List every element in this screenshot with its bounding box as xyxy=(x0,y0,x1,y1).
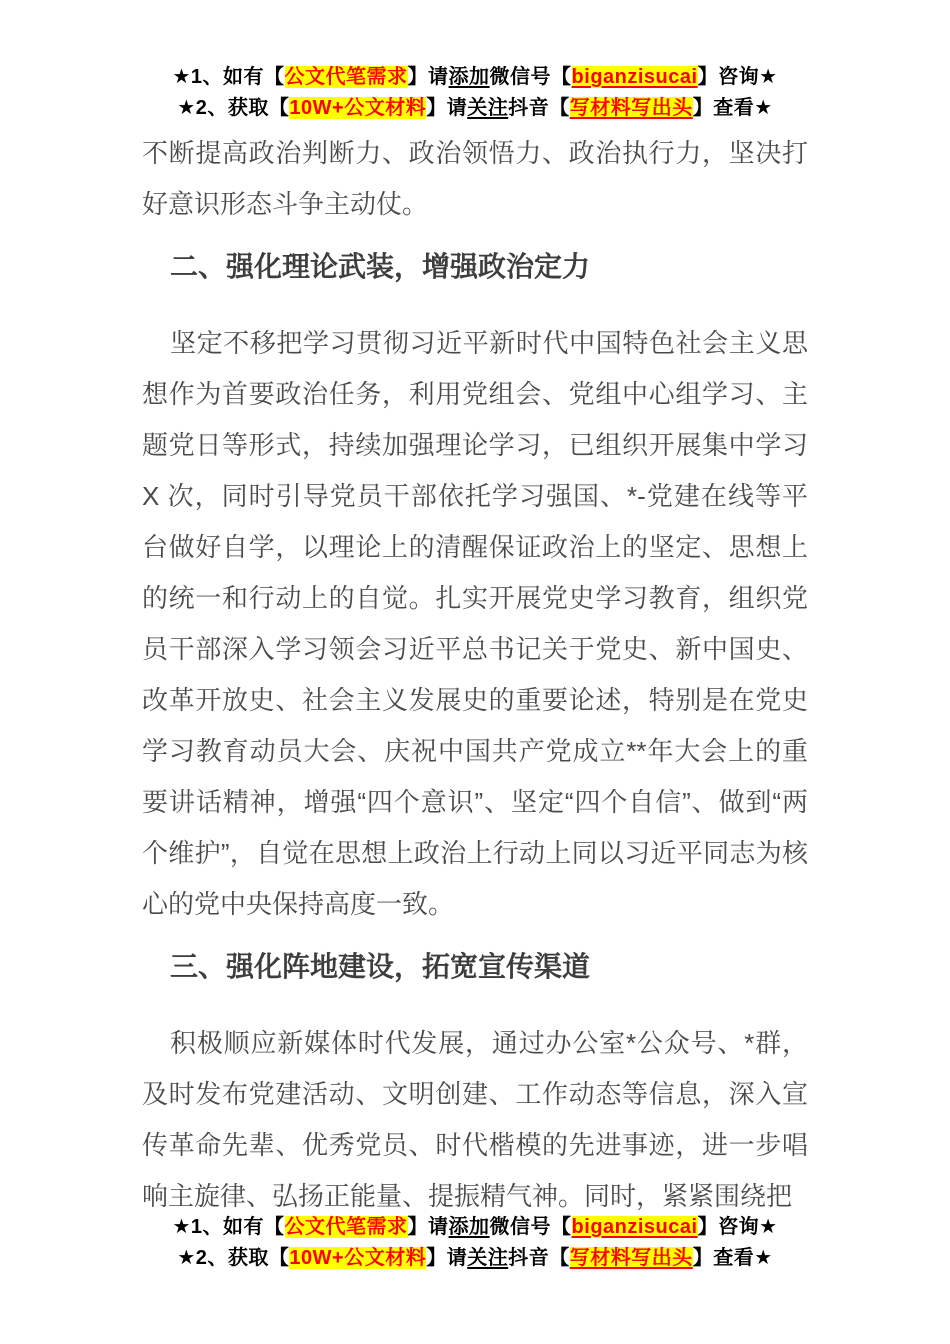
paragraph-intro-continuation: 不断提高政治判断力、政治领悟力、政治执行力，坚决打好意识形态斗争主动仗。 xyxy=(142,138,808,219)
banner-segment: ★1、如有【 xyxy=(172,66,285,88)
section-3-paragraph: 积极顺应新媒体时代发展，通过办公室*公众号、*群，及时发布党建活动、文明创建、工作动态等信息，深入宣传革命先辈、优秀党员、时代楷模的先进事迹，进一步唱响主旋律、弘扬正能量、提振精气神。同时，紧紧围绕把 xyxy=(142,1028,808,1211)
banner-segment: 抖音【 xyxy=(508,97,570,119)
section-2-heading: 二、强化理论武装，增强政治定力 xyxy=(170,251,591,282)
banner-segment: 写材料写出头 xyxy=(569,1247,693,1269)
banner-segment: biganzisucai xyxy=(571,66,698,88)
banner-line xyxy=(0,1212,950,1243)
banner-segment: 】查看★ xyxy=(692,97,773,119)
banner-segment: 】查看★ xyxy=(692,1247,773,1269)
banner-segment: 添加 xyxy=(448,1216,490,1238)
banner-segment: 】请 xyxy=(426,97,468,119)
banner-segment: 】咨询★ xyxy=(697,1216,778,1238)
banner-segment: 关注 xyxy=(467,1247,509,1269)
banner-segment: 公文代笔需求 xyxy=(284,1216,408,1238)
banner-segment: 】请 xyxy=(407,66,449,88)
section-3-heading: 三、强化阵地建设，拓宽宣传渠道 xyxy=(170,951,591,982)
document-content xyxy=(142,0,808,1222)
banner-segment: 】请 xyxy=(426,1247,468,1269)
banner-segment: 10W+公文材料 xyxy=(289,97,427,119)
banner-segment: 10W+公文材料 xyxy=(289,1247,427,1269)
banner-line xyxy=(0,1243,950,1274)
banner-segment: 微信号【 xyxy=(489,66,572,88)
section-2-paragraph: 坚定不移把学习贯彻习近平新时代中国特色社会主义思想作为首要政治任务，利用党组会、党组中心组学习、主题党日等形式，持续加强理论学习，已组织开展集中学习 X 次，同时引导党员干部依托学习强国、*-党建在线等平台做好自学，以理论上的清醒保证政治上的坚定、思想上的统一和行动上的自觉。扎实开展党史学习教育，组织党员干部深入学习领会习近平总书记关于党史、新中国史、改革开放史、社会主义发展史的重要论述，特别是在党史学习教育动员大会、庆祝中国共产党成立**年大会上的重要讲话精神，增强“四个意识”、坚定“四个自信”、做到“两个维护”，自觉在思想上政治上行动上同以习近平同志为核心的党中央保持高度一致。 xyxy=(142,328,808,919)
banner-segment: ★2、获取【 xyxy=(177,97,290,119)
banner-segment: 微信号【 xyxy=(489,1216,572,1238)
banner-segment: 抖音【 xyxy=(508,1247,570,1269)
banner-segment: ★2、获取【 xyxy=(177,1247,290,1269)
banner-segment: 公文代笔需求 xyxy=(284,66,408,88)
banner-segment: 】请 xyxy=(407,1216,449,1238)
banner-segment: ★1、如有【 xyxy=(172,1216,285,1238)
banner-segment: 】咨询★ xyxy=(697,66,778,88)
banner-segment: 写材料写出头 xyxy=(569,97,693,119)
promo-banner-bottom xyxy=(0,1212,950,1274)
banner-segment: biganzisucai xyxy=(571,1216,698,1238)
banner-segment: 关注 xyxy=(467,97,509,119)
banner-segment: 添加 xyxy=(448,66,490,88)
